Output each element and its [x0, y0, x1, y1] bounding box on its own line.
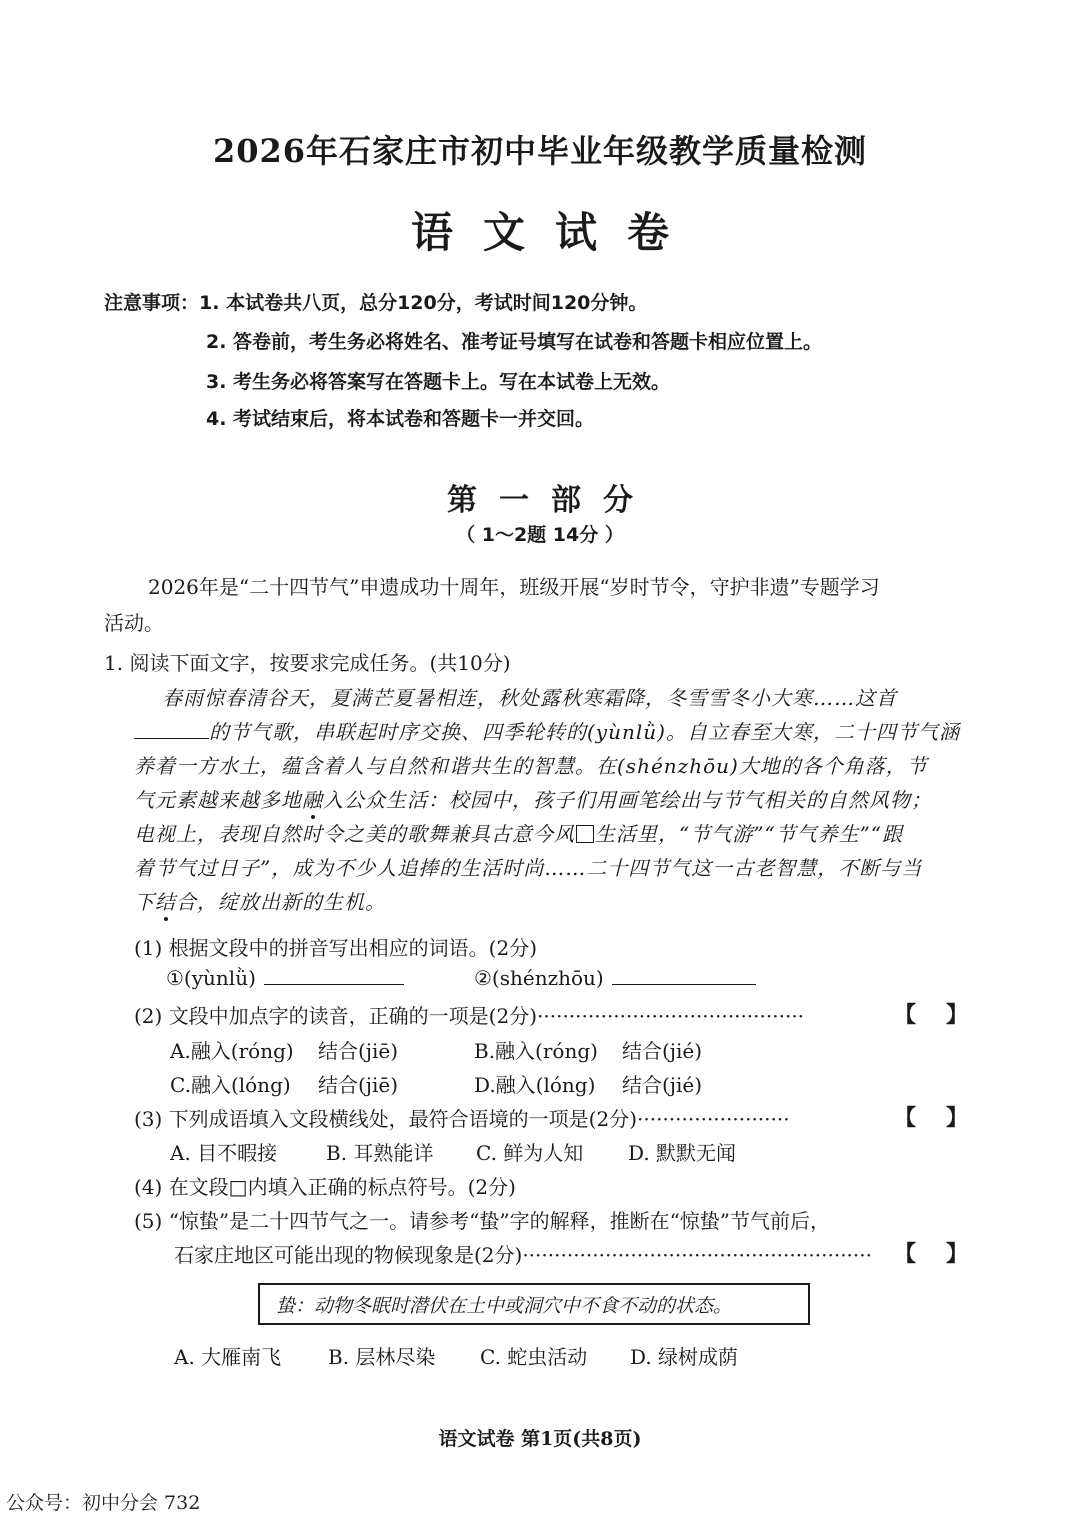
sub5-bracket-left: 【 — [894, 1241, 917, 1267]
watermark-text: 公众号：初中分会 732 — [6, 1492, 201, 1514]
passage-line-7-a: 下 — [134, 890, 155, 914]
passage-line-3: 养着一方水土，蕴含着人与自然和谐共生的智慧。在(shénzhōu)大地的各个角落，节 — [134, 754, 928, 778]
note-item-3: 3. 考生务必将答案写在答题卡上。写在本试卷上无效。 — [206, 371, 671, 393]
note-item-1: 1. 本试卷共八页，总分120分，考试时间120分钟。 — [199, 292, 648, 314]
sub5-option-a: A. 大雁南飞 — [174, 1345, 282, 1369]
sub2-stem: (2) 文段中加点字的读音，正确的一项是(2分)·········································· — [134, 1004, 805, 1028]
intro-line-1: 2026年是“二十四节气”申遗成功十周年，班级开展“岁时节令，守护非遗”专题学习 — [148, 575, 880, 599]
passage-line-7 — [134, 886, 386, 915]
passage-line-4-a: 气元素越来越多地 — [134, 788, 302, 812]
notes-line-1 — [104, 288, 647, 315]
sub2-option-b1: B.融入(róng) — [474, 1039, 598, 1063]
definition-box: 蛰：动物冬眠时潜伏在土中或洞穴中不食不动的状态。 — [258, 1283, 810, 1325]
passage-line-1: 春雨惊春清谷天，夏满芒夏暑相连，秋处露秋寒霜降，冬雪雪冬小大寒……这首 — [162, 686, 897, 710]
sub5-option-d: D. 绿树成荫 — [630, 1345, 739, 1369]
notes-label: 注意事项： — [104, 292, 200, 314]
dotted-char-rong: 融 — [302, 788, 323, 812]
sub3-option-d: D. 默默无闻 — [628, 1141, 737, 1165]
passage-line-5 — [134, 818, 903, 847]
note-item-4: 4. 考试结束后，将本试卷和答题卡一并交回。 — [206, 408, 595, 430]
passage-line-4 — [134, 784, 932, 813]
sub2-option-a1: A.融入(róng) — [170, 1039, 294, 1063]
sub5-option-b: B. 层林尽染 — [328, 1345, 436, 1369]
idiom-blank — [134, 720, 209, 739]
sub3-option-c: C. 鲜为人知 — [476, 1141, 584, 1165]
passage-line-6: 着节气过日子”，成为不少人追捧的生活时尚……二十四节气这一古老智慧，不断与当 — [134, 856, 923, 880]
sub2-option-b2: 结合(jié) — [622, 1039, 703, 1063]
passage-line-7-b: 合，绽放出新的生机。 — [176, 890, 386, 914]
sub2-option-d2: 结合(jié) — [622, 1073, 703, 1097]
sub2-bracket-left: 【 — [894, 1002, 917, 1028]
section-title: 第一部分 — [447, 483, 655, 518]
sub3-bracket-left: 【 — [894, 1105, 917, 1131]
sub3-option-a: A. 目不暇接 — [170, 1141, 278, 1165]
sub1-item-a — [166, 966, 404, 990]
sub5-option-c: C. 蛇虫活动 — [480, 1345, 588, 1369]
sub5-bracket-right: 】 — [946, 1241, 969, 1267]
sub1-stem: (1) 根据文段中的拼音写出相应的词语。(2分) — [134, 936, 538, 960]
sub2-bracket-right: 】 — [946, 1002, 969, 1028]
sub2-option-c2: 结合(jiē) — [318, 1073, 399, 1097]
q1-stem: 1. 阅读下面文字，按要求完成任务。(共10分) — [104, 651, 511, 675]
passage-line-2-text: 的节气歌，串联起时序交换、四季轮转的(yùnlǜ)。自立春至大寒，二十四节气涵 — [209, 720, 960, 744]
answer-line-b — [612, 966, 756, 985]
sub4-stem: (4) 在文段□内填入正确的标点符号。(2分) — [134, 1175, 516, 1199]
sub3-bracket-right: 】 — [946, 1105, 969, 1131]
sub1-label-b: ②(shénzhōu) — [474, 966, 604, 990]
section-subtitle: （ 1～2题 14分 ） — [456, 524, 624, 546]
answer-line-a — [264, 966, 404, 985]
intro-line-2: 活动。 — [104, 611, 164, 635]
passage-line-4-b: 入公众生活：校园中，孩子们用画笔绘出与节气相关的自然风物； — [323, 788, 932, 812]
sub5-stem-line-2: 石家庄地区可能出现的物候现象是(2分)······················································· — [174, 1243, 872, 1267]
sub1-label-a: ①(yùnlǜ) — [166, 966, 256, 990]
exam-title: 2026年石家庄市初中毕业年级教学质量检测 — [212, 132, 868, 170]
note-item-2: 2. 答卷前，考生务必将姓名、准考证号填写在试卷和答题卡相应位置上。 — [206, 331, 823, 353]
subject-title: 语文试卷 — [410, 208, 699, 257]
punctuation-box — [576, 825, 594, 843]
passage-line-2 — [134, 716, 960, 745]
sub5-stem-line-1: (5) “惊蛰”是二十四节气之一。请参考“蛰”字的解释，推断在“惊蛰”节气前后， — [134, 1209, 831, 1233]
page-footer: 语文试卷 第1页(共8页) — [438, 1428, 642, 1450]
dotted-char-jie: 结 — [155, 890, 176, 914]
sub2-option-a2: 结合(jiē) — [318, 1039, 399, 1063]
passage-line-5-b: 生活里，“节气游”“节气养生”“跟 — [595, 822, 904, 846]
sub3-stem: (3) 下列成语填入文段横线处，最符合语境的一项是(2分)························ — [134, 1107, 790, 1131]
sub1-item-b — [474, 966, 756, 990]
sub2-option-d1: D.融入(lóng) — [474, 1073, 596, 1097]
sub2-option-c1: C.融入(lóng) — [170, 1073, 291, 1097]
passage-line-5-a: 电视上，表现自然时令之美的歌舞兼具古意今风 — [134, 822, 575, 846]
sub3-option-b: B. 耳熟能详 — [326, 1141, 434, 1165]
